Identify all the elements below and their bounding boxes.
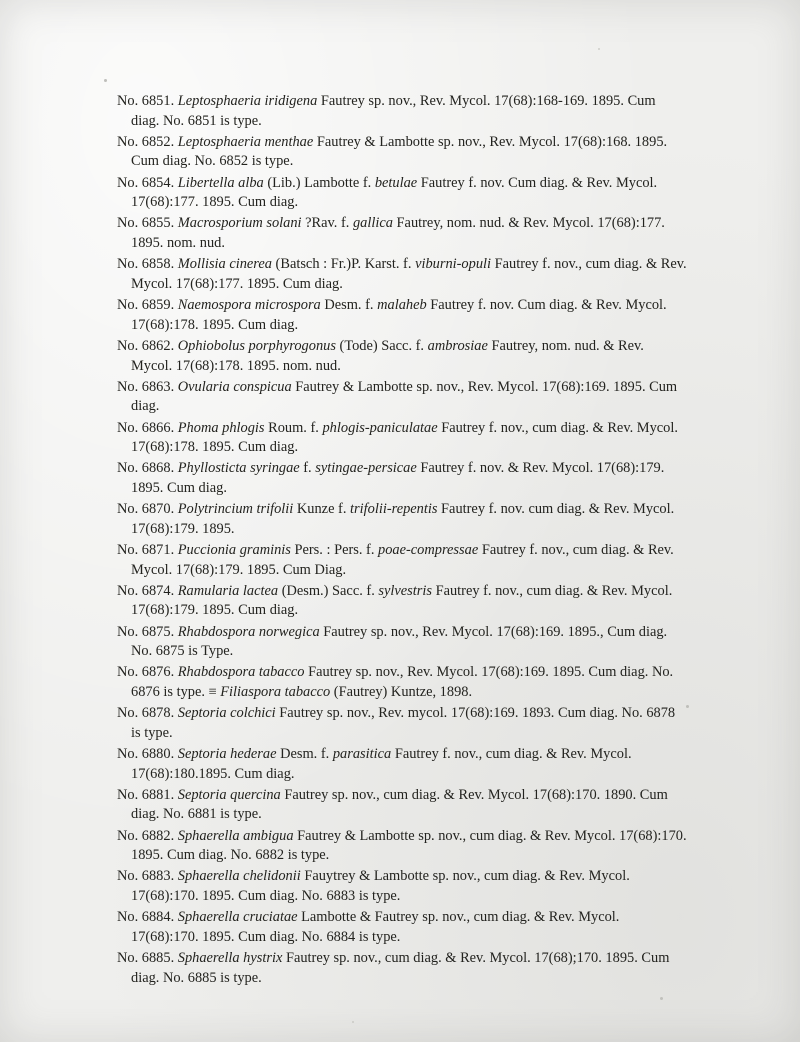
entry-number: No. 6851.	[117, 93, 178, 109]
catalog-entry	[117, 92, 687, 131]
entry-list	[117, 92, 687, 990]
entry-number: No. 6858.	[117, 256, 178, 273]
catalog-entry	[117, 827, 687, 866]
entry-citation: Fauytrey & Lambotte sp. nov., cum diag. & Rev. Mycol. 17(68):170. 1895. Cum diag. No. 6883 is type.	[131, 868, 630, 905]
entry-citation: Fautrey f. nov., cum diag. & Rev. Mycol. 17(68):179. 1895. Cum Diag.	[131, 541, 674, 578]
catalog-entry	[117, 541, 687, 580]
taxon-epithet: sylvestris	[378, 582, 432, 599]
taxon-epithet: sytingae-persicae	[315, 460, 417, 477]
catalog-entry	[117, 704, 687, 743]
entry-citation: (Batsch : Fr.)P. Karst. f.	[271, 256, 416, 273]
entry-citation: (Lib.) Lambotte f.	[263, 174, 375, 191]
catalog-entry	[117, 378, 687, 417]
taxon-name: Libertella alba	[177, 174, 264, 191]
taxon-name: Septoria hederae	[177, 746, 277, 762]
entry-number: No. 6885.	[117, 950, 178, 967]
entry-number: No. 6868.	[117, 460, 178, 477]
entry-citation: (Desm.) Sacc. f.	[278, 582, 379, 599]
taxon-epithet: malaheb	[377, 297, 427, 314]
entry-citation: Desm. f.	[276, 746, 333, 762]
taxon-name: Phyllosticta syringae	[177, 460, 300, 477]
taxon-name: Phoma phlogis	[177, 419, 265, 436]
entry-number: No. 6854.	[117, 174, 178, 191]
entry-citation: Kunze f.	[293, 501, 351, 518]
entry-number: No. 6870.	[117, 501, 178, 518]
taxon-name: Naemospora microspora	[177, 297, 321, 314]
entry-number: No. 6863.	[117, 378, 178, 395]
entry-number: No. 6883.	[117, 868, 178, 885]
catalog-entry	[117, 745, 687, 784]
taxon-epithet: poae-compressae	[378, 541, 479, 558]
taxon-name: Septoria colchici	[177, 705, 276, 722]
taxon-name: Ovularia conspicua	[177, 378, 292, 395]
scan-speck	[660, 997, 663, 1000]
entry-citation: Pers. : Pers. f.	[290, 541, 379, 558]
catalog-entry	[117, 908, 687, 947]
entry-citation: Fautrey f. nov., cum diag. & Rev. Mycol. 17(68):180.1895. Cum diag.	[131, 746, 632, 782]
taxon-name: Sphaerella hystrix	[177, 950, 283, 967]
entry-citation: f.	[299, 460, 316, 477]
taxon-name: Sphaerella ambigua	[177, 827, 294, 844]
scan-speck	[598, 48, 600, 50]
entry-number: No. 6880.	[117, 746, 178, 762]
catalog-entry	[117, 459, 687, 498]
catalog-entry	[117, 623, 687, 662]
scan-speck	[104, 79, 107, 82]
scan-speck	[352, 1021, 354, 1023]
catalog-entry	[117, 949, 687, 988]
taxon-name: Puccionia graminis	[177, 541, 291, 558]
taxon-name: Sphaerella chelidonii	[177, 868, 301, 885]
taxon-epithet: parasitica	[332, 746, 392, 762]
entry-citation: Lambotte & Fautrey sp. nov., cum diag. & Rev. Mycol. 17(68):170. 1895. Cum diag. No. 6884 is type.	[131, 909, 620, 945]
catalog-entry	[117, 582, 687, 621]
entry-citation: Fautrey sp. nov., Rev. Mycol. 17(68):169. 1895. Cum diag. No. 6876 is type. ≡	[131, 664, 674, 701]
catalog-entry	[117, 296, 687, 335]
catalog-entry	[117, 419, 687, 458]
entry-number: No. 6855.	[117, 215, 178, 232]
entry-citation: Desm. f.	[320, 297, 378, 314]
entry-citation: Fautrey f. nov. Cum diag. & Rev. Mycol. 17(68):178. 1895. Cum diag.	[131, 297, 667, 333]
taxon-epithet: gallica	[352, 215, 393, 232]
entry-citation: Fautrey f. nov. cum diag. & Rev. Mycol. 17(68):179. 1895.	[131, 501, 675, 537]
taxon-name: Macrosporium solani	[177, 215, 302, 232]
entry-citation: Fautrey sp. nov., Rev. Mycol. 17(68):168-169. 1895. Cum diag. No. 6851 is type.	[131, 93, 656, 129]
taxon-epithet: Filiaspora tabacco	[220, 684, 331, 701]
entry-citation: Fautrey f. nov., cum diag. & Rev. Mycol. 17(68):179. 1895. Cum diag.	[131, 582, 673, 619]
entry-citation: Fautrey & Lambotte sp. nov., Rev. Mycol. 17(68):169. 1895. Cum diag.	[131, 378, 678, 415]
entry-citation: Fautrey sp. nov., cum diag. & Rev. Mycol. 17(68);170. 1895. Cum diag. No. 6885 is type.	[131, 950, 670, 986]
entry-number: No. 6878.	[117, 705, 178, 722]
catalog-entry	[117, 337, 687, 376]
entry-citation: Roum. f.	[264, 419, 323, 436]
taxon-name: Rhabdospora tabacco	[177, 664, 305, 681]
entry-citation: Fautrey sp. nov., cum diag. & Rev. Mycol. 17(68):170. 1890. Cum diag. No. 6881 is type.	[131, 786, 668, 823]
entry-number: No. 6871.	[117, 541, 178, 558]
entry-citation: Fautrey & Lambotte sp. nov., cum diag. & Rev. Mycol. 17(68):170. 1895. Cum diag. No. 6882 is type.	[131, 827, 687, 864]
taxon-name: Polytrincium trifolii	[177, 501, 294, 518]
taxon-name: Rhabdospora norwegica	[177, 623, 320, 640]
taxon-epithet: ambrosiae	[427, 337, 488, 354]
entry-number: No. 6884.	[117, 909, 178, 926]
catalog-entry	[117, 867, 687, 906]
taxon-epithet: viburni-opuli	[415, 256, 492, 273]
entry-number: No. 6862.	[117, 337, 178, 354]
entry-number: No. 6859.	[117, 297, 178, 314]
taxon-name: Leptosphaeria iridigena	[177, 93, 318, 109]
entry-citation: Fautrey sp. nov., Rev. mycol. 17(68):169. 1893. Cum diag. No. 6878 is type.	[131, 705, 676, 741]
entry-citation: Fautrey, nom. nud. & Rev. Mycol. 17(68):178. 1895. nom. nud.	[131, 337, 644, 374]
taxon-name: Sphaerella cruciatae	[177, 909, 298, 926]
catalog-entry	[117, 133, 687, 172]
entry-number: No. 6876.	[117, 664, 178, 681]
entry-citation: Fautrey f. nov. Cum diag. & Rev. Mycol. 17(68):177. 1895. Cum diag.	[131, 174, 658, 211]
entry-number: No. 6874.	[117, 582, 178, 599]
entry-citation: ?Rav. f.	[301, 215, 353, 232]
catalog-entry	[117, 214, 687, 253]
entry-number: No. 6882.	[117, 827, 178, 844]
entry-citation: (Fautrey) Kuntze, 1898.	[330, 684, 473, 701]
taxon-epithet: betulae	[374, 174, 418, 191]
entry-citation: Fautrey f. nov., cum diag. & Rev. Mycol. 17(68):178. 1895. Cum diag.	[131, 419, 678, 456]
entry-citation: Fautrey f. nov., cum diag. & Rev. Mycol. 17(68):177. 1895. Cum diag.	[131, 256, 687, 292]
catalog-entry	[117, 663, 687, 702]
entry-citation: Fautrey, nom. nud. & Rev. Mycol. 17(68):177. 1895. nom. nud.	[131, 215, 665, 252]
catalog-entry	[117, 500, 687, 539]
catalog-entry	[117, 786, 687, 825]
taxon-name: Ophiobolus porphyrogonus	[177, 337, 336, 354]
taxon-name: Ramularia lactea	[177, 582, 279, 599]
taxon-epithet: phlogis-paniculatae	[322, 419, 438, 436]
catalog-entry	[117, 174, 687, 213]
catalog-entry	[117, 255, 687, 294]
entry-number: No. 6852.	[117, 133, 178, 150]
taxon-name: Leptosphaeria menthae	[177, 133, 314, 150]
entry-number: No. 6866.	[117, 419, 178, 436]
taxon-name: Septoria quercina	[177, 786, 281, 803]
entry-citation: Fautrey sp. nov., Rev. Mycol. 17(68):169. 1895., Cum diag. No. 6875 is Type.	[131, 623, 668, 660]
entry-citation: Fautrey f. nov. & Rev. Mycol. 17(68):179. 1895. Cum diag.	[131, 460, 665, 496]
entry-number: No. 6875.	[117, 623, 178, 640]
entry-citation: Fautrey & Lambotte sp. nov., Rev. Mycol. 17(68):168. 1895. Cum diag. No. 6852 is type.	[131, 133, 668, 170]
taxon-epithet: trifolii-repentis	[350, 501, 438, 518]
taxon-name: Mollisia cinerea	[177, 256, 272, 273]
entry-citation: (Tode) Sacc. f.	[335, 337, 428, 354]
entry-number: No. 6881.	[117, 786, 178, 803]
